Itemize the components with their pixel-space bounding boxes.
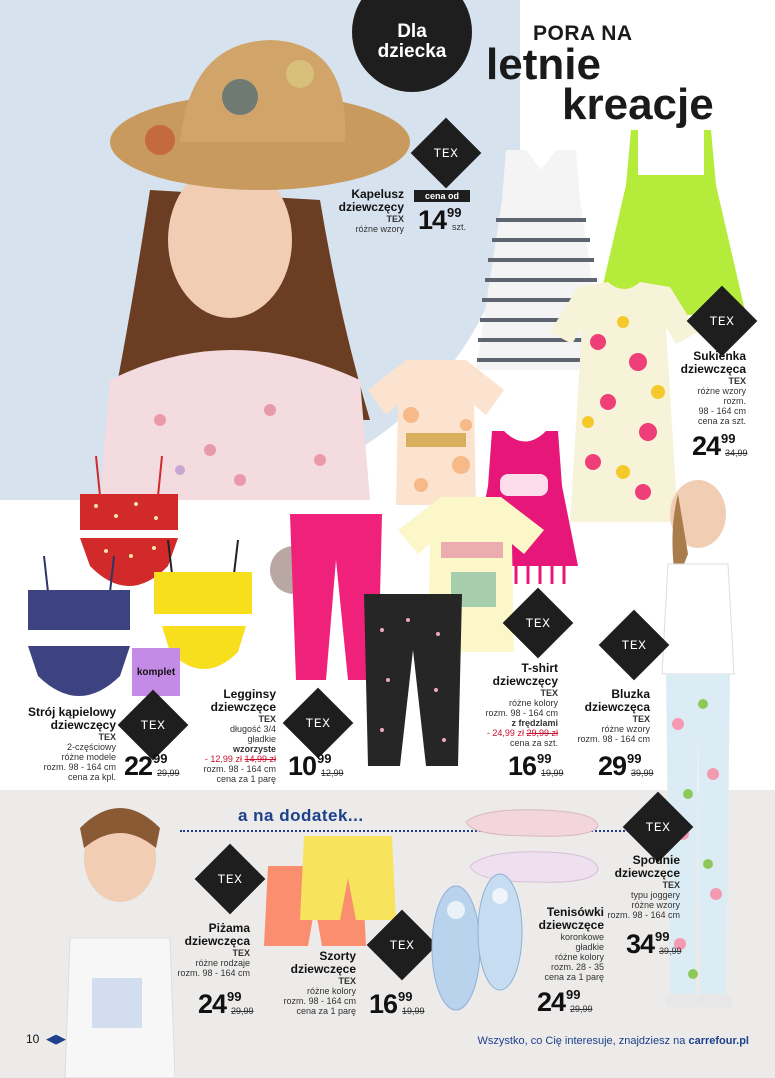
price-cents: 99 (447, 205, 462, 220)
dress-description (660, 350, 746, 426)
pink-sneaker-photo (462, 804, 602, 840)
price-integer: 14 (418, 205, 447, 235)
tex-badge-text: TEX (621, 637, 647, 653)
price-cents: 99 (721, 431, 736, 446)
footer-text (478, 1035, 749, 1047)
headline-big-2: kreacje (562, 80, 714, 129)
category-line1: Dla (397, 21, 427, 42)
sneakers-price (537, 987, 593, 1017)
swimsuit-price (124, 751, 180, 781)
price-cents: 99 (566, 987, 581, 1002)
brand-label: TEX (632, 714, 650, 724)
price-cents: 99 (398, 989, 413, 1004)
product-detail: z frędzlami (511, 718, 558, 728)
product-detail: rozm. 98 - 164 cm (283, 996, 356, 1006)
price-cents: 99 (153, 751, 168, 766)
price-cents: 99 (655, 929, 670, 944)
product-name: dziewczęcy (338, 200, 404, 214)
product-detail: rozm. 98 - 164 cm (203, 764, 276, 774)
hat-description (312, 188, 404, 234)
tex-badge (503, 588, 574, 659)
promo-new: - 12,99 zł (204, 754, 242, 764)
product-detail: cena za 1 parę (544, 972, 604, 982)
product-detail: różne kolory (554, 952, 604, 962)
brand-label: TEX (540, 688, 558, 698)
old-price: 34,99 (725, 448, 748, 458)
price-unit: szt. (452, 222, 467, 232)
product-detail: gładkie (247, 734, 276, 744)
product-name: dziewczęce (210, 700, 276, 714)
old-price: 19,99 (541, 768, 564, 778)
pyjama-description (160, 922, 250, 978)
product-detail: rozm. 28 - 35 (550, 962, 604, 972)
leggins-price (288, 751, 344, 781)
product-name: dziewczęce (290, 962, 356, 976)
product-detail: cena za szt. (697, 416, 746, 426)
shorts-description (262, 950, 356, 1016)
product-detail: 2-częściowy (66, 742, 116, 752)
tex-badge-text: TEX (305, 715, 331, 731)
product-name: dziewczęca (184, 934, 250, 948)
product-detail: rozm. 98 - 164 cm (577, 734, 650, 744)
product-name: Sukienka (693, 349, 746, 363)
product-detail: wzorzyste (232, 744, 276, 754)
price-cents: 99 (227, 989, 242, 1004)
brand-label: TEX (386, 214, 404, 224)
page-number: 10 (26, 1032, 40, 1046)
product-name: dziewczęcy (492, 674, 558, 688)
product-detail: cena za 1 parę (296, 1006, 356, 1016)
price-integer: 34 (626, 929, 655, 959)
product-detail: różne kolory (508, 698, 558, 708)
navy-swimsuit-photo (24, 556, 134, 706)
product-name: dziewczęca (680, 362, 746, 376)
product-detail: różne wzory (697, 386, 746, 396)
tex-badge (623, 792, 694, 863)
swimsuit-description (10, 706, 116, 782)
footer-link[interactable]: carrefour.pl (688, 1035, 749, 1047)
tex-badge-text: TEX (140, 717, 166, 733)
product-detail: rozm. 98 - 164 cm (485, 708, 558, 718)
tex-badge (411, 118, 482, 189)
tshirt-price (508, 751, 564, 781)
product-detail: koronkowe (560, 932, 604, 942)
tex-badge-text: TEX (525, 615, 551, 631)
product-detail: różne modele (61, 752, 116, 762)
promo-old: 14,99 zł (244, 754, 276, 764)
old-price: 39,99 (659, 946, 682, 956)
brand-label: TEX (98, 732, 116, 742)
tshirt-description (460, 662, 558, 748)
product-name: Piżama (208, 921, 250, 935)
product-detail: cena za 1 parę (216, 774, 276, 784)
product-detail: typu joggery (630, 890, 680, 900)
headline-small: PORA NA (533, 22, 633, 45)
price-integer: 22 (124, 751, 153, 781)
price-cents: 99 (317, 751, 332, 766)
promo-price-line (460, 728, 558, 738)
price-integer: 10 (288, 751, 317, 781)
price-cents: 99 (627, 751, 642, 766)
brand-label: TEX (232, 948, 250, 958)
product-detail: długość 3/4 (229, 724, 276, 734)
old-price: 29,99 (157, 768, 180, 778)
hat-photo (110, 22, 410, 192)
blouse-price (598, 751, 654, 781)
dress-price (692, 431, 748, 461)
price-integer: 24 (198, 989, 227, 1019)
product-name: Strój kąpielowy (27, 705, 116, 719)
pyjama-price (198, 989, 254, 1019)
old-price: 12,99 (321, 768, 344, 778)
price-integer: 24 (537, 987, 566, 1017)
product-name: dziewczęce (538, 918, 604, 932)
product-detail: rozm. 98 - 164 cm (607, 910, 680, 920)
tex-badge-text: TEX (709, 313, 735, 329)
product-name: Legginsy (223, 687, 276, 701)
brand-label: TEX (662, 880, 680, 890)
promo-new: - 24,99 zł (486, 728, 524, 738)
black-leggins-photo (358, 590, 468, 770)
product-name: Bluzka (611, 687, 650, 701)
headline-big-1: letnie (486, 40, 601, 89)
tex-badge-text: TEX (645, 819, 671, 835)
old-price: 29,99 (231, 1006, 254, 1016)
product-detail: różne wzory (355, 224, 404, 234)
product-detail: rozm. 98 - 164 cm (43, 762, 116, 772)
product-name: Tenisówki (546, 905, 604, 919)
product-detail: cena za szt. (509, 738, 558, 748)
girl-pyjama-photo (60, 788, 175, 1078)
price-cents: 99 (537, 751, 552, 766)
brand-label: TEX (728, 376, 746, 386)
brand-label: TEX (258, 714, 276, 724)
price-from-label: cena od (414, 190, 470, 202)
old-price: 29,99 (570, 1004, 593, 1014)
leggins-description (176, 688, 276, 784)
product-name: Kapelusz (351, 187, 404, 201)
price-integer: 24 (692, 431, 721, 461)
product-name: dziewczęcy (50, 718, 116, 732)
product-name: Spodnie (632, 853, 680, 867)
product-detail: różne wzory (601, 724, 650, 734)
product-detail: rozm. (723, 396, 746, 406)
tex-badge (599, 610, 670, 681)
tex-badge (195, 844, 266, 915)
price-integer: 29 (598, 751, 627, 781)
tex-badge-text: TEX (433, 145, 459, 161)
footer-sentence: Wszystko, co Cię interesuje, znajdziesz na (477, 1035, 686, 1047)
product-detail: rozm. 98 - 164 cm (177, 968, 250, 978)
product-detail: gładkie (575, 942, 604, 952)
product-name: T-shirt (521, 661, 558, 675)
pants-description (590, 854, 680, 920)
product-detail: różne wzory (631, 900, 680, 910)
promo-price-line (176, 754, 276, 764)
price-integer: 16 (508, 751, 537, 781)
yellow-shorts-photo (298, 832, 398, 928)
product-detail: różne kolory (306, 986, 356, 996)
komplet-tag: komplet (132, 648, 180, 696)
product-name: Szorty (319, 949, 356, 963)
pants-price (626, 929, 682, 959)
tex-badge (283, 688, 354, 759)
tex-badge (687, 286, 758, 357)
promo-old: 29,99 zł (526, 728, 558, 738)
tex-badge-text: TEX (389, 937, 415, 953)
product-detail: różne rodzaje (195, 958, 250, 968)
section-heading: a na dodatek... (238, 806, 364, 825)
brand-label: TEX (338, 976, 356, 986)
tex-badge-text: TEX (217, 871, 243, 887)
carrefour-logo-icon: ◀▶ (46, 1031, 66, 1046)
product-detail: cena za kpl. (67, 772, 116, 782)
category-line2: dziecka (377, 41, 447, 62)
hat-price (418, 205, 467, 235)
shorts-price (369, 989, 425, 1019)
old-price: 39,99 (631, 768, 654, 778)
blouse-description (556, 688, 650, 744)
price-integer: 16 (369, 989, 398, 1019)
product-name: dziewczęce (614, 866, 680, 880)
product-name: dziewczęca (584, 700, 650, 714)
product-detail: 98 - 164 cm (698, 406, 746, 416)
old-price: 19,99 (402, 1006, 425, 1016)
